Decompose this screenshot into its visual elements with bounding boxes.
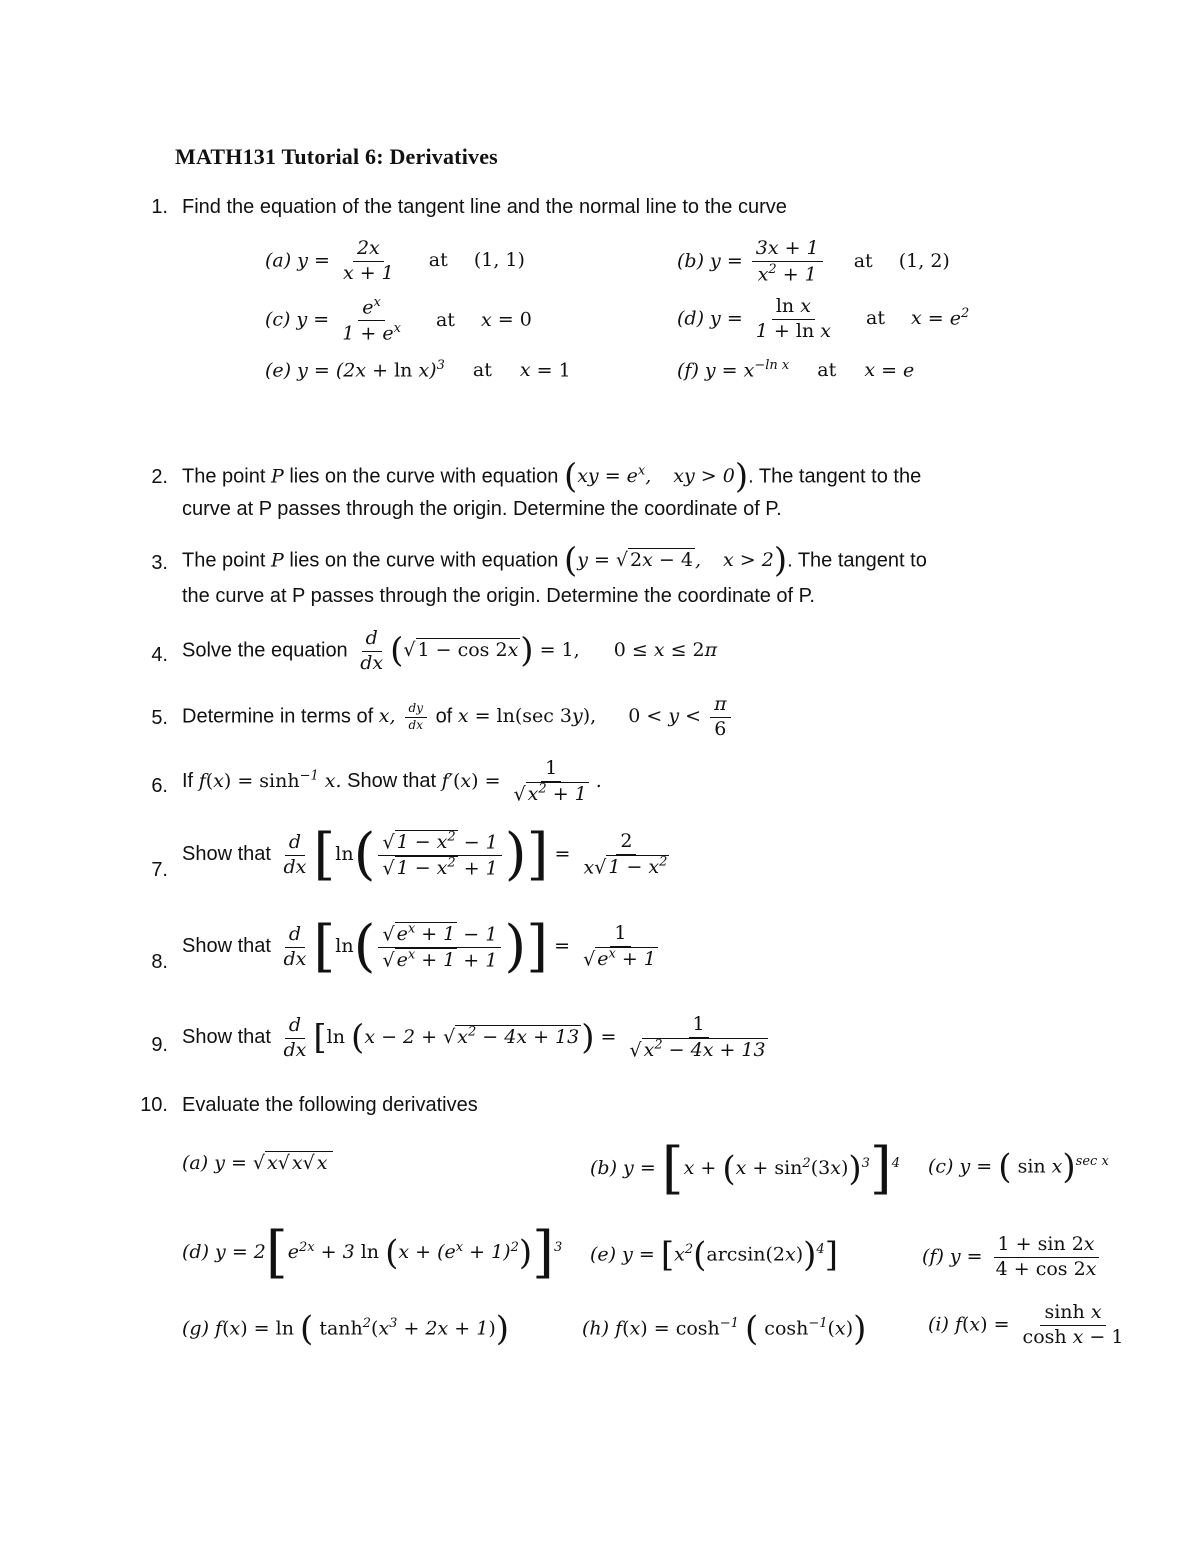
problem-3-number: 3. [151, 552, 168, 574]
problem-1a: (a) y = $\frac{2x}{x + 1}$ at (1, 1) [265, 237, 525, 284]
at-label: at [428, 249, 448, 272]
problem-5-number: 5. [151, 707, 168, 729]
problem-5-line: Determine in terms of x, $\frac{dy}{dx}$ of x = ln(sec 3y), 0 < y < $\frac{\pi}{6}$ [182, 694, 734, 741]
problem-10f: (f) y = $\frac{1 + \sin 2x}{4 + \cos 2x}$ [922, 1234, 1103, 1281]
problem-10a: (a) y = √ x√ x√ x [182, 1152, 333, 1174]
at-label: at [435, 308, 455, 331]
label-a: (a) [265, 249, 292, 272]
problem-6-number: 6. [151, 775, 168, 797]
problem-10g: (g) f(x) = ln ( $\tanh^2(x^3 + 2x + 1)$) [182, 1309, 510, 1349]
problem-1b: (b) y = $\frac{3x + 1}{x^2 + 1}$ at (1, 2) [677, 237, 950, 286]
problem-1f: (f) $y = x^{-ln x}$ at x = e [677, 358, 915, 382]
page-title: MATH131 Tutorial 6: Derivatives [175, 144, 498, 169]
label-f: (f) [677, 359, 699, 382]
problem-8-line: Show that $\frac{d}{dx}$ [ln( $\frac{√ e^x + 1 - 1}{√ e^x + 1 + 1}$ )] = $\frac{1}{√ e^x + 1}$ [182, 914, 656, 979]
problem-9-line: Show that $\frac{d}{dx}$ [ln (x − 2 + √ $x^2 - 4x + 13$) = $\frac{1}{√ x^2 - 4x + 13}$ [182, 1013, 766, 1062]
problem-10-text: Evaluate the following derivatives [182, 1094, 478, 1116]
problem-3-line-1: The point P lies on the curve with equation (y = √ 2x − 4 , x > 2). The tangent to [182, 541, 927, 581]
problem-1d: (d) y = $\frac{\text{ln x}}{\text{1 + ln x}}$ at $x = e^2$ [677, 295, 970, 342]
problem-9-number: 9. [151, 1034, 168, 1056]
at-label: at [472, 359, 492, 382]
problem-8-number: 8. [151, 951, 168, 973]
problem-1-text: Find the equation of the tangent line and the normal line to the curve [182, 196, 787, 218]
problem-10c: (c) y = ( sin x)$^{sec x}$ [928, 1147, 1109, 1187]
problem-7-number: 7. [151, 859, 168, 881]
problem-10i: (i) f(x) = $\frac{\text{sinh x}}{\text{cosh x − 1}}$ [928, 1301, 1124, 1348]
problem-6-line: If $f(x) = \sinh^{-1} x$. Show that f′(x) = $\frac{1}{√ x^2 + 1}$ . [182, 757, 602, 806]
problem-2-line-1: The point P lies on the curve with equation ($xy = e^x$, xy > 0). The tangent to the [182, 457, 922, 497]
problem-10d: (d) $y = 2[e^{2x} + 3$ $\ln (x + (e^x + 1)^2)]^3$ [182, 1220, 563, 1285]
at-label: at [866, 307, 885, 330]
label-b: (b) [677, 250, 704, 272]
problem-1c: (c) y = $\frac{e^x}{1 + e^x}$ at x = 0 [265, 295, 532, 345]
problem-4-line: Solve the equation $\frac{d}{dx}$ (√ 1 − cos 2x) = 1, 0 ≤ x ≤ 2π [182, 627, 718, 674]
problem-10h: (h) $f(x) = \cosh^{-1}$ ( $\cosh^{-1}(x)$) [582, 1309, 867, 1349]
problem-2-number: 2. [151, 466, 168, 488]
problem-1e: (e) $y = (2x + \ln x)^3$ at x = 1 [265, 358, 571, 382]
problem-4-number: 4. [151, 644, 168, 666]
problem-10-number: 10. [140, 1094, 168, 1116]
problem-7-line: Show that $\frac{d}{dx}$ [ln( $\frac{√ 1 - x^2 - 1}{√ 1 - x^2 + 1}$ )] = $\frac{2}{x√ 1 - x^2}$ [182, 822, 668, 887]
problem-2-line-2: curve at P passes through the origin. Determine the coordinate of P. [182, 498, 782, 520]
problem-3-line-2: the curve at P passes through the origin. Determine the coordinate of P. [182, 585, 815, 607]
at-label: at [817, 359, 837, 382]
problem-10b: (b) $y = [x + (x + \sin^2(3x))^3]^4$ [590, 1136, 901, 1201]
label-e: (e) [265, 359, 292, 382]
label-c: (c) [265, 308, 291, 331]
label-d: (d) [677, 307, 704, 330]
at-label: at [853, 250, 873, 272]
problem-1-number: 1. [151, 196, 168, 218]
problem-10e: (e) $y = [x^2(\arcsin(2x))^4]$ [590, 1235, 838, 1275]
